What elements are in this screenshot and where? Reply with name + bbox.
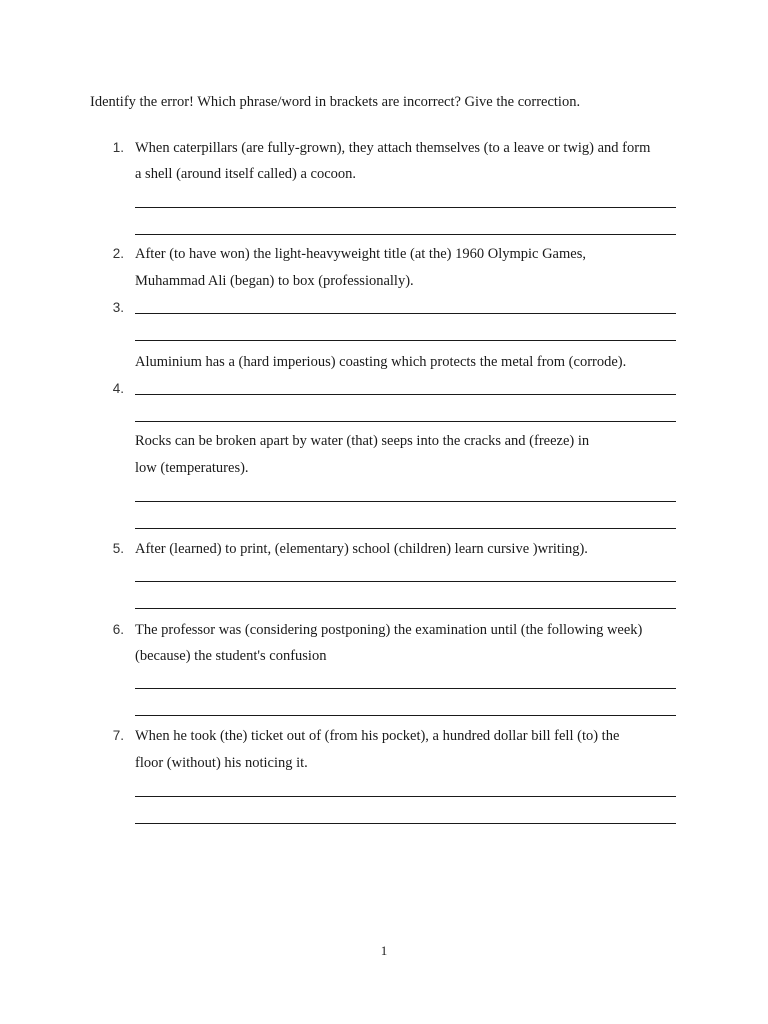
question-number: 1. xyxy=(112,140,124,155)
question-5-line-1: After (learned) to print, (elementary) school (children) learn cursive )writing). xyxy=(135,541,588,557)
answer-line[interactable] xyxy=(135,608,676,609)
question-number: 7. xyxy=(112,728,124,743)
answer-line[interactable] xyxy=(135,823,676,824)
question-6-line-1: The professor was (considering postponing) the examination until (the following week) xyxy=(135,622,643,638)
question-2-line-1: After (to have won) the light-heavyweight title (at the) 1960 Olympic Games, xyxy=(135,246,586,262)
question-2-line-2: Muhammad Ali (began) to box (professionally). xyxy=(135,273,414,289)
question-4-line-2: low (temperatures). xyxy=(135,460,249,476)
answer-line[interactable] xyxy=(135,581,676,582)
answer-line[interactable] xyxy=(135,421,676,422)
question-4-line-1: Rocks can be broken apart by water (that) seeps into the cracks and (freeze) in xyxy=(135,433,590,449)
answer-line[interactable] xyxy=(135,340,676,341)
question-7-line-1: When he took (the) ticket out of (from his pocket), a hundred dollar bill fell (to) the xyxy=(135,728,620,744)
answer-line[interactable] xyxy=(135,796,676,797)
question-1-line-1: When caterpillars (are fully-grown), they attach themselves (to a leave or twig) and form xyxy=(135,140,651,156)
question-number: 4. xyxy=(112,381,124,396)
question-7-line-2: floor (without) his noticing it. xyxy=(135,755,308,771)
question-number: 3. xyxy=(112,300,124,315)
answer-line[interactable] xyxy=(135,207,676,208)
question-number: 5. xyxy=(112,541,124,556)
question-number: 2. xyxy=(112,246,124,261)
question-1-line-2: a shell (around itself called) a cocoon. xyxy=(135,166,357,182)
answer-line[interactable] xyxy=(135,313,676,314)
answer-line[interactable] xyxy=(135,688,676,689)
answer-line[interactable] xyxy=(135,234,676,235)
instruction-text: Identify the error! Which phrase/word in brackets are incorrect? Give the correction. xyxy=(90,94,581,110)
question-6-line-2: (because) the student's confusion xyxy=(135,648,327,664)
answer-line[interactable] xyxy=(135,394,676,395)
question-number: 6. xyxy=(112,622,124,637)
answer-line[interactable] xyxy=(135,501,676,502)
answer-line[interactable] xyxy=(135,528,676,529)
page-number: 1 xyxy=(380,943,388,958)
question-3-line-1: Aluminium has a (hard imperious) coasting which protects the metal from (corrode). xyxy=(135,354,627,370)
answer-line[interactable] xyxy=(135,715,676,716)
